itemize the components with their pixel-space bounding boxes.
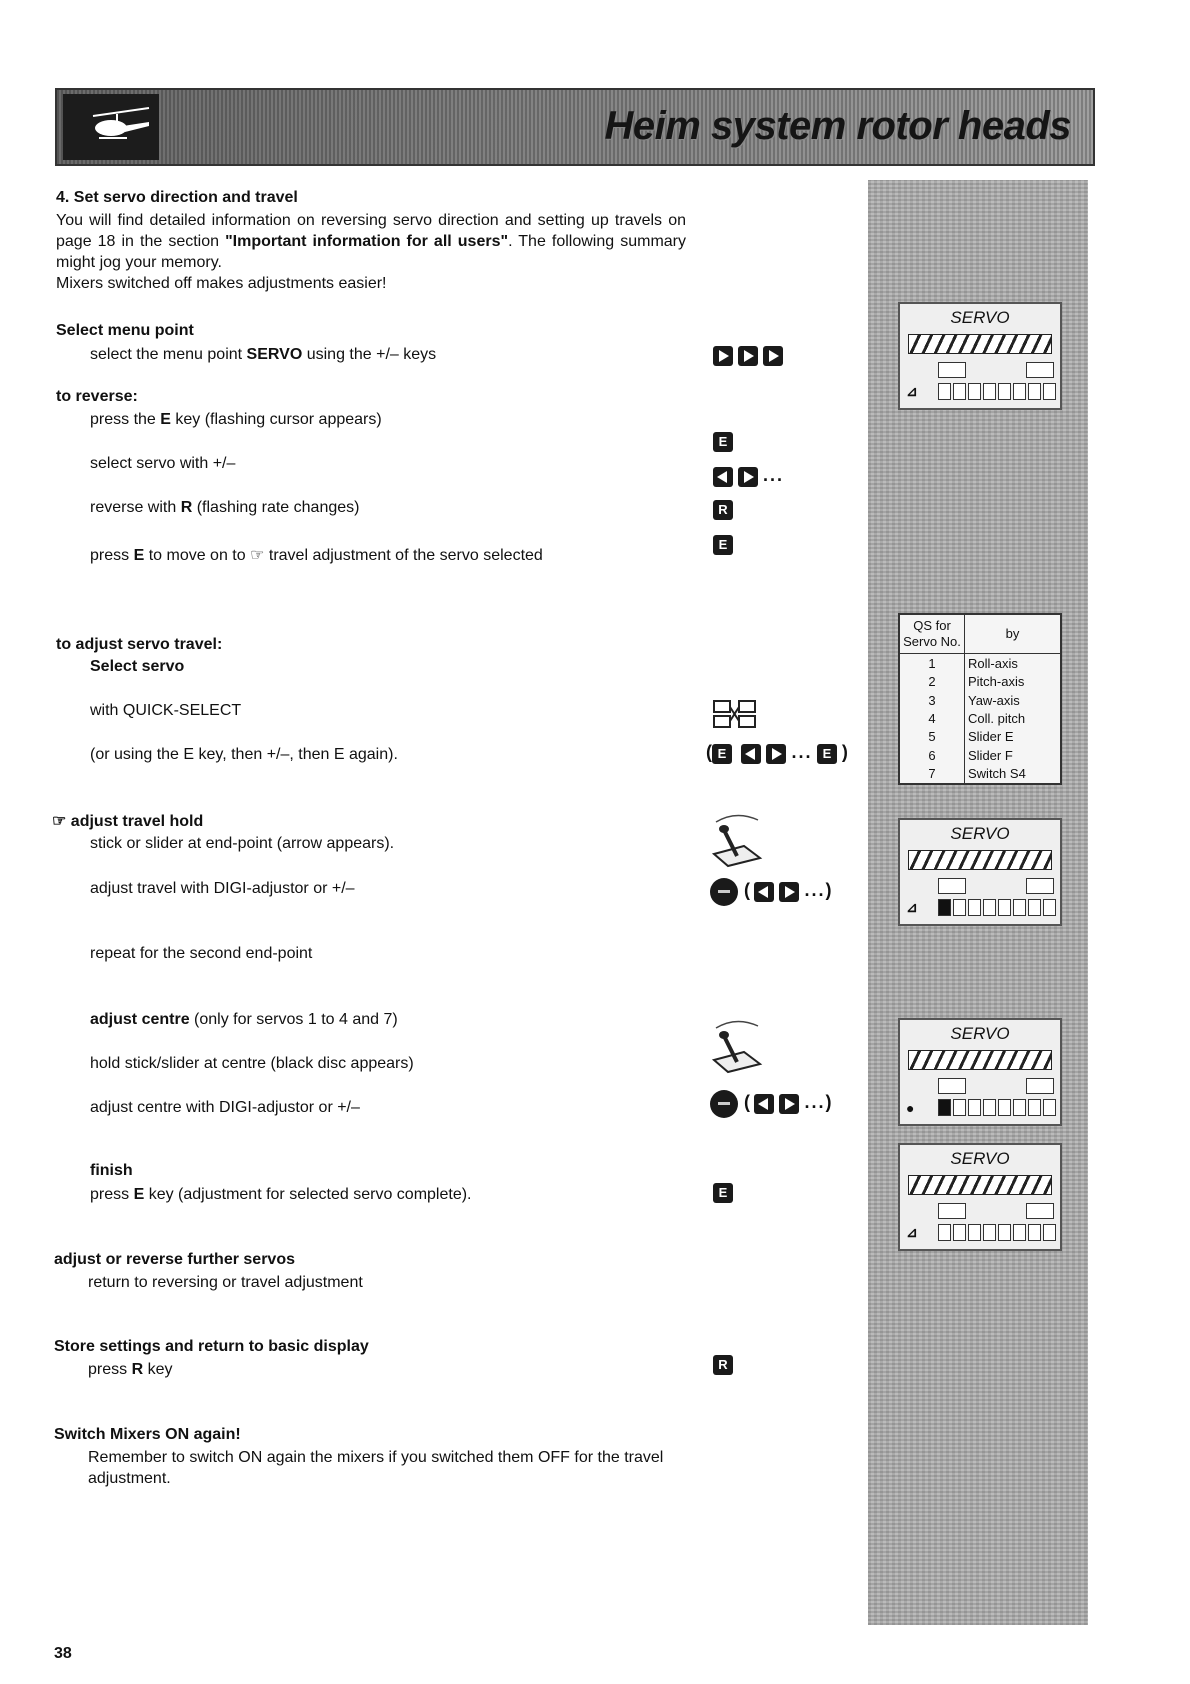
display-box <box>938 1078 966 1094</box>
servo-cell <box>968 383 981 400</box>
plus-key-icon <box>738 467 758 487</box>
hold-heading: adjust travel hold <box>70 813 204 830</box>
hold-line-2: adjust travel with DIGI-adjustor or +/– <box>90 880 355 897</box>
servo-cell <box>953 1099 966 1116</box>
text: key (flashing cursor appears) <box>170 411 382 428</box>
cell-no: 2 <box>899 672 965 690</box>
ellipsis: ... <box>804 1092 826 1113</box>
header-text: QS for <box>913 618 951 633</box>
display-box <box>938 878 966 894</box>
select-menu-text-post: using the +/– keys <box>302 346 437 363</box>
servo-display-bar <box>908 1175 1052 1195</box>
servo-cells <box>938 899 1056 916</box>
cell-no: 6 <box>899 746 965 764</box>
cell-by: Pitch-axis <box>968 674 1025 690</box>
cell-by: Slider F <box>968 747 1013 763</box>
display-box <box>1026 362 1054 378</box>
cell-by: Coll. pitch <box>968 710 1026 726</box>
cell-by: Slider E <box>968 729 1014 745</box>
e-key: E <box>713 432 733 452</box>
servo-cell <box>998 899 1011 916</box>
servo-cell <box>983 383 996 400</box>
table-row <box>899 709 1061 727</box>
select-menu-text: select the menu point <box>90 346 247 363</box>
stick-icon <box>710 1018 766 1079</box>
select-keys <box>713 465 784 487</box>
cursor-icon: ⊿ <box>906 899 918 915</box>
pointing-hand-icon: ☞ <box>250 547 265 564</box>
text: to move on to <box>144 547 251 564</box>
travel-sub: Select servo <box>90 658 185 675</box>
servo-cell <box>1028 383 1041 400</box>
servo-display-bar <box>908 850 1052 870</box>
cell-by: Roll-axis <box>968 655 1018 671</box>
plus-key-icon <box>779 1094 799 1114</box>
centre-heading-row <box>90 1009 398 1030</box>
servo-display <box>898 1018 1062 1126</box>
servo-display-title: SERVO <box>950 1024 1010 1043</box>
digi-adjustor-icon <box>710 1090 738 1118</box>
store-line <box>88 1359 172 1380</box>
stick-icon <box>710 812 766 873</box>
section-intro <box>56 210 686 294</box>
cursor-icon: ⊿ <box>906 383 918 399</box>
digi-adjust-keys <box>710 878 831 906</box>
cell-by: Yaw-axis <box>968 692 1020 708</box>
reverse-heading: to reverse: <box>56 388 138 405</box>
servo-cell <box>938 1224 951 1241</box>
centre-heading: adjust centre <box>90 1011 190 1028</box>
e-key: E <box>817 744 837 764</box>
centre-heading-note: (only for servos 1 to 4 and 7) <box>189 1011 398 1028</box>
text-bold: E <box>160 411 171 428</box>
servo-cell <box>968 1224 981 1241</box>
intro-note: Mixers switched off makes adjustments easier! <box>56 275 387 292</box>
pointing-hand-icon: ☞ <box>52 813 67 830</box>
reverse-line-4 <box>90 545 543 566</box>
plus-key-icon <box>779 882 799 902</box>
plus-key-icon <box>713 346 733 366</box>
servo-cell <box>953 899 966 916</box>
servo-cell <box>998 383 1011 400</box>
servo-cell <box>953 383 966 400</box>
servo-cell <box>968 899 981 916</box>
text-bold: R <box>131 1361 144 1378</box>
alt-select-keys <box>706 742 848 764</box>
servo-display-title: SERVO <box>950 824 1010 843</box>
text: reverse with <box>90 499 181 516</box>
servo-cell <box>1028 1224 1041 1241</box>
paren: ) <box>825 1092 832 1113</box>
table-row <box>899 672 1061 690</box>
servo-cell <box>1043 1099 1056 1116</box>
text: press <box>88 1361 132 1378</box>
plus-key-icon <box>766 744 786 764</box>
travel-heading: to adjust servo travel: <box>56 636 223 653</box>
servo-cell <box>1028 899 1041 916</box>
text: key (adjustment for selected servo complete). <box>144 1186 472 1203</box>
text-bold: E <box>133 547 145 564</box>
paren: ) <box>825 880 832 901</box>
ellipsis: ... <box>763 465 785 485</box>
quick-select-table <box>898 613 1062 785</box>
reverse-line-2: select servo with +/– <box>90 455 236 472</box>
digi-adjustor-icon <box>710 878 738 906</box>
r-key: R <box>713 1355 733 1375</box>
table-row <box>899 764 1061 784</box>
travel-line-1: with QUICK-SELECT <box>90 702 242 719</box>
r-key: R <box>713 500 733 520</box>
finish-heading: finish <box>90 1162 133 1179</box>
centre-line-2: adjust centre with DIGI-adjustor or +/– <box>90 1099 360 1116</box>
minus-key-icon <box>741 744 761 764</box>
servo-display-title: SERVO <box>950 308 1010 327</box>
plus-keys <box>713 346 788 366</box>
e-key-icon <box>713 432 738 452</box>
r-key-icon <box>713 500 738 520</box>
paren: ( <box>744 1092 750 1113</box>
further-heading: adjust or reverse further servos <box>54 1251 295 1268</box>
servo-cell <box>1043 899 1056 916</box>
servo-cell <box>998 1224 1011 1241</box>
text-bold: E <box>133 1186 145 1203</box>
table-row <box>899 654 1061 673</box>
servo-cell <box>1013 383 1026 400</box>
minus-key-icon <box>754 1094 774 1114</box>
text: press <box>90 1186 134 1203</box>
header-banner <box>55 88 1095 166</box>
centre-line-1: hold stick/slider at centre (black disc appears) <box>90 1055 414 1072</box>
servo-cell-selected <box>938 899 951 916</box>
servo-display-title: SERVO <box>950 1149 1010 1168</box>
intro-text-cont: . The following summary might jog your memory. <box>56 233 687 271</box>
r-key-icon <box>713 1355 738 1375</box>
select-menu-heading: Select menu point <box>56 322 194 339</box>
display-box <box>1026 1203 1054 1219</box>
e-key: E <box>712 744 732 764</box>
text: (flashing rate changes) <box>192 499 360 516</box>
paren: ( <box>744 880 750 901</box>
ellipsis: ... <box>804 880 826 901</box>
cell-no: 1 <box>899 654 965 673</box>
text: press the <box>90 411 161 428</box>
servo-cell <box>1043 383 1056 400</box>
cell-no: 5 <box>899 728 965 746</box>
store-heading: Store settings and return to basic display <box>54 1338 369 1355</box>
reverse-line-3 <box>90 497 359 518</box>
minus-key-icon <box>754 882 774 902</box>
servo-cell <box>998 1099 1011 1116</box>
servo-cell <box>1028 1099 1041 1116</box>
servo-cell <box>953 1224 966 1241</box>
display-box <box>1026 878 1054 894</box>
select-menu-line <box>90 344 436 365</box>
travel-line-2: (or using the E key, then +/–, then E again). <box>90 746 398 763</box>
reverse-line-1 <box>90 409 382 430</box>
servo-cell <box>1013 1224 1026 1241</box>
table-row <box>899 691 1061 709</box>
text: key <box>143 1361 173 1378</box>
servo-cell <box>1013 899 1026 916</box>
servo-display-bar <box>908 334 1052 354</box>
finish-line <box>90 1184 472 1205</box>
servo-display <box>898 302 1062 410</box>
paren: ) <box>841 742 848 762</box>
select-menu-servo: SERVO <box>246 346 303 363</box>
further-line: return to reversing or travel adjustment <box>88 1274 363 1291</box>
text: press <box>90 547 134 564</box>
table-header <box>899 614 1061 654</box>
quick-select-icon <box>713 700 757 733</box>
ellipsis: ... <box>791 742 813 762</box>
page-number: 38 <box>54 1645 72 1662</box>
header-text: Servo No. <box>903 634 961 649</box>
servo-display <box>898 1143 1062 1251</box>
digi-adjust-keys <box>710 1090 831 1118</box>
intro-text: You will find detailed information on reversing servo direction and setting up travels on page 18 in the section <box>56 212 686 250</box>
servo-cell <box>1043 1224 1056 1241</box>
e-key: E <box>713 1183 733 1203</box>
text-bold: R <box>180 499 193 516</box>
table-row <box>899 746 1061 764</box>
servo-cell <box>1013 1099 1026 1116</box>
hold-line-3: repeat for the second end-point <box>90 945 313 962</box>
page-title: Heim system rotor heads <box>604 104 1071 148</box>
intro-emphasis: "Important information for all users" <box>225 233 509 250</box>
section-heading: 4. Set servo direction and travel <box>56 189 298 206</box>
cell-no: 7 <box>899 764 965 784</box>
e-key-icon <box>713 1183 738 1203</box>
servo-cell-selected <box>938 1099 951 1116</box>
col-header-by: by <box>965 614 1062 654</box>
mixers-heading: Switch Mixers ON again! <box>54 1426 241 1443</box>
e-key: E <box>713 535 733 555</box>
servo-cells <box>938 383 1056 400</box>
servo-cell <box>983 1099 996 1116</box>
minus-key-icon <box>713 467 733 487</box>
cell-by: Switch S4 <box>968 766 1026 782</box>
servo-display <box>898 818 1062 926</box>
servo-display-bar <box>908 1050 1052 1070</box>
cell-no: 4 <box>899 709 965 727</box>
mixers-line: Remember to switch ON again the mixers if you switched them OFF for the travel adjustment. <box>88 1449 664 1487</box>
servo-cell <box>938 383 951 400</box>
display-box <box>938 1203 966 1219</box>
servo-cell <box>983 899 996 916</box>
col-header-servo <box>899 614 965 654</box>
display-box <box>938 362 966 378</box>
servo-cell <box>968 1099 981 1116</box>
plus-key-icon <box>763 346 783 366</box>
text: travel adjustment of the servo selected <box>264 547 543 564</box>
servo-cells <box>938 1224 1056 1241</box>
cell-no: 3 <box>899 691 965 709</box>
hold-line-1: stick or slider at end-point (arrow appears). <box>90 835 395 852</box>
table-row <box>899 728 1061 746</box>
cursor-icon: ⊿ <box>906 1224 918 1240</box>
display-box <box>1026 1078 1054 1094</box>
servo-cell <box>983 1224 996 1241</box>
hold-heading-row <box>52 811 203 831</box>
helicopter-icon <box>63 94 159 160</box>
servo-cells <box>938 1099 1056 1116</box>
paren: ( <box>706 742 712 762</box>
plus-key-icon <box>738 346 758 366</box>
e-key-icon <box>713 535 738 555</box>
black-disc-icon: ● <box>906 1100 915 1116</box>
